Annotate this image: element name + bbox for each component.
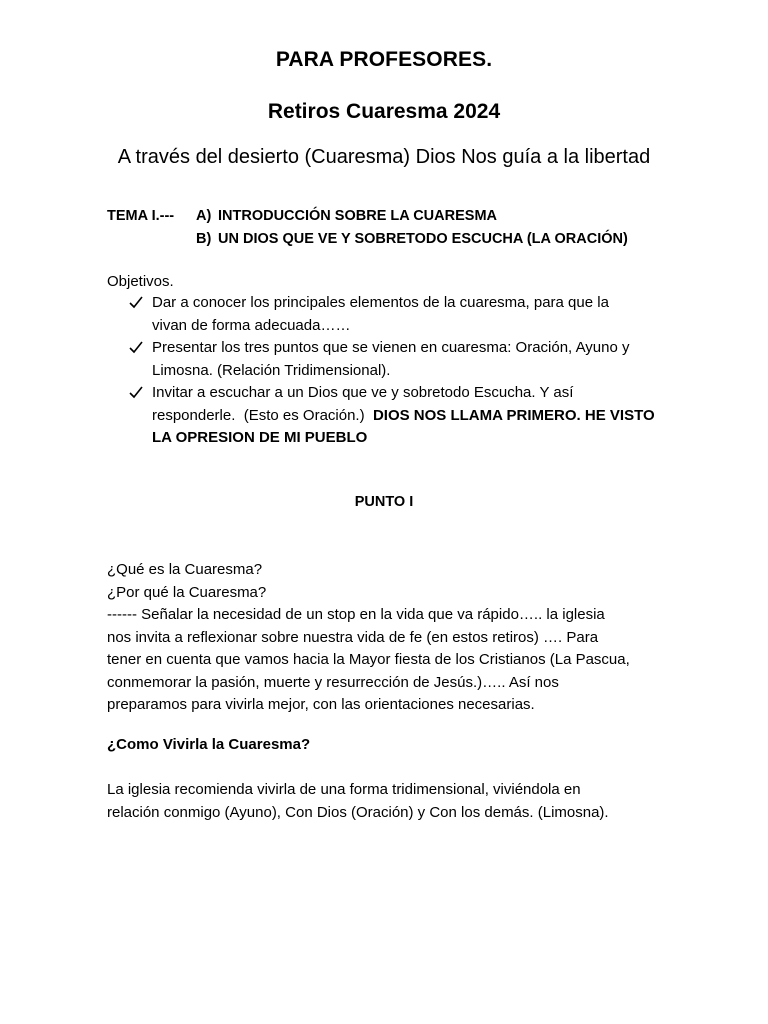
paragraph-line: preparamos para vivirla mejor, con las orientaciones necesarias. (107, 696, 535, 713)
objective-item (129, 292, 655, 337)
document-tagline: A través del desierto (Cuaresma) Dios Nos guía a la libertad (117, 146, 651, 168)
closing-paragraph (107, 779, 609, 824)
objective-emphasis: DIOS NOS LLAMA PRIMERO. HE VISTO (372, 406, 655, 424)
objective-line: vivan de forma adecuada…… (152, 316, 351, 334)
paragraph-line: nos invita a reflexionar sobre nuestra vida de fe (en estos retiros) …. Para (107, 628, 599, 646)
objective-line: Invitar a escuchar a un Dios que ve y sobretodo Escucha. Y así (152, 384, 574, 401)
tema-row-a (107, 205, 628, 228)
objective-line (152, 405, 655, 428)
objectives-heading: Objetivos. (107, 273, 174, 290)
objective-item (129, 337, 655, 382)
tema-label: TEMA I.--- (107, 208, 175, 224)
paragraph-line: La iglesia recomienda vivirla de una forma tridimensional, viviéndola en (107, 781, 581, 798)
tema-item-marker: B) (196, 231, 212, 247)
paragraph-line: conmemorar la pasión, muerte y resurrección de Jesús.)….. Así nos (107, 673, 559, 691)
tema-item-text: UN DIOS QUE VE Y SOBRETODO ESCUCHA (LA ORACIÓN) (218, 231, 628, 247)
questions-block (107, 559, 630, 717)
paragraph-line: relación conmigo (Ayuno), Con Dios (Oración) y Con los demás. (Limosna). (107, 803, 609, 821)
tema-item-text: INTRODUCCIÓN SOBRE LA CUARESMA (218, 208, 497, 224)
objective-line: Limosna. (Relación Tridimensional). (152, 361, 391, 379)
objective-emphasis: LA OPRESION DE MI PUEBLO (152, 429, 368, 446)
document-title: PARA PROFESORES. (275, 48, 493, 71)
paragraph-line: tener en cuenta que vamos hacia la Mayor fiesta de los Cristianos (La Pascua, (107, 651, 630, 668)
objectives-list (129, 292, 655, 450)
question-line: ¿Por qué la Cuaresma? (107, 583, 267, 601)
tema-block (107, 205, 628, 251)
document-subtitle: Retiros Cuaresma 2024 (267, 100, 501, 123)
objective-line: Dar a conocer los principales elementos de la cuaresma, para que la (152, 294, 609, 311)
checkmark-icon (129, 292, 145, 314)
tema-indent (107, 228, 196, 251)
objective-item (129, 382, 655, 450)
tema-item-marker: A) (196, 208, 212, 224)
question-line: ¿Qué es la Cuaresma? (107, 561, 263, 578)
tema-row-b (107, 228, 628, 251)
objective-line-text: responderle. (Esto es Oración.) (152, 406, 373, 424)
checkmark-icon (129, 382, 145, 404)
subheading: ¿Como Vivirla la Cuaresma? (107, 736, 311, 753)
section-heading: PUNTO I (354, 494, 414, 510)
objective-line: Presentar los tres puntos que se vienen en cuaresma: Oración, Ayuno y (152, 339, 630, 356)
paragraph-line: ------ Señalar la necesidad de un stop en la vida que va rápido….. la iglesia (107, 606, 605, 623)
checkmark-icon (129, 337, 145, 359)
